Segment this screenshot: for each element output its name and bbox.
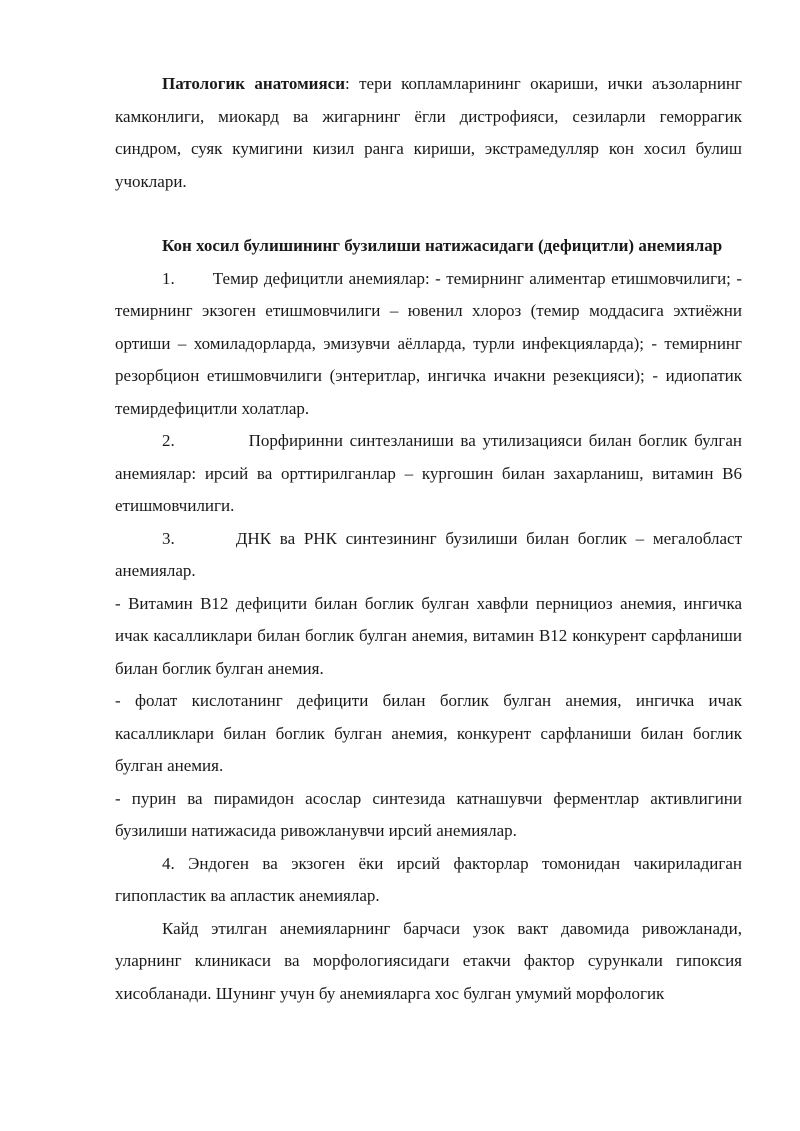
paragraph-gap [115,198,742,230]
dash-item-1: - Витамин В12 дефицити билан боглик булган хавфли пернициоз анемия, ингичка ичак касалликлари билан боглик булган анемия, витамин В12 конкурент сарфланиши билан боглик булган анемия. [115,593,742,678]
pathology-text: : тери копламларининг окариши, ички аъзоларнинг камконлиги, миокард ва жигарнинг ёгли дистрофияси, сезиларли геморрагик синдром, суяк кумигини кизил ранга кириши, экстрамедулляр кон хосил булиш учоклари. [115,74,743,191]
dash-item-3: - пурин ва пирамидон асослар синтезида катнашувчи ферментлар активлигини бузилиши натижасида ривожланувчи ирсий анемиялар. [115,788,742,840]
pathology-term: Патологик анатомияси [162,74,345,93]
closing-paragraph: Кайд этилган анемияларнинг барчаси узок вакт давомида ривожланади, уларнинг клиникаси ва морфологиясидаги етакчи фактор сурункали гипоксия хисобланади. Шунинг учун бу анемияларга хос булган умумий морфологик [115,918,742,1003]
section-heading [115,230,742,263]
pathology-paragraph [115,68,742,198]
list-item-1: 1. Темир дефицитли анемиялар: - темирнинг алиментар етишмовчилиги; - темирнинг экзоген етишмовчилиги – ювенил хлороз (темир моддасига эхтиёжни ортиши – хомиладорларда, эмизувчи аёлларда, турли инфекцияларда); - темирнинг резорбцион етишмовчилиги (энтеритлар, ингичка ичакни резекцияси); - идиопатик темирдефицитли холатлар. [115,268,742,418]
dash-item-2: - фолат кислотанинг дефицити билан боглик булган анемия, ингичка ичак касалликлари билан боглик булган анемия, конкурент сарфланиши билан боглик булган анемия. [115,691,742,775]
list-item-4: 4. Эндоген ва экзоген ёки ирсий факторлар томонидан чакириладиган гипопластик ва апластик анемиялар. [115,853,742,905]
list-item-2: 2. Порфиринни синтезланиши ва утилизацияси билан боглик булган анемиялар: ирсий ва орттирилганлар – кургошин билан захарланиш, витамин В6 етишмовчилиги. [115,431,742,515]
section-heading-text: Кон хосил булишининг бузилиши натижасидаги (дефицитли) анемиялар [162,236,723,255]
list-item-3: 3. ДНК ва РНК синтезининг бузилиши билан боглик – мегалобласт анемиялар. [115,528,742,580]
